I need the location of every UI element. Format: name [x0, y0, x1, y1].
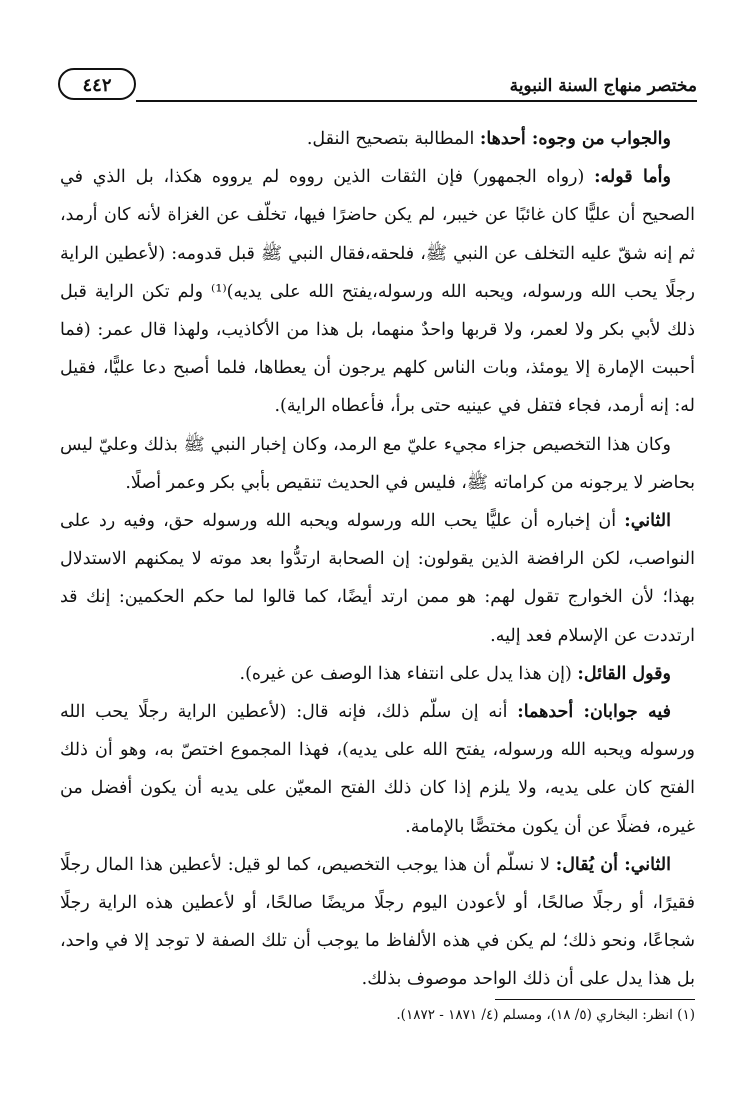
footnote-divider — [495, 999, 695, 1000]
paragraph-text: أنه إن سلّم ذلك، فإنه قال: (لأعطين الراية رجلًا يحب الله ورسوله ويحبه الله ورسوله، يفتح الله على يديه)، فهذا المجموع اختصّ به، وهو أن ذلك الفتح كان على يديه، ولا يلزم إذا كان ذلك الفتح المعيّن على يديه أن يكون أفضل من غيره، فضلًا عن أن يكون مختصًّا بالإمامة. — [60, 702, 695, 837]
paragraph-lead: فيه جوابان: أحدهما: — [517, 702, 671, 723]
paragraph-text: أن إخباره أن عليًّا يحب الله ورسوله ويحبه الله ورسوله حق، وفيه رد على النواصب، لكن الرافضة الذين يقولون: إن الصحابة ارتدُّوا بعد موته لا يمكنهم الاستدلال بهذا؛ لأن الخوارج تقول لهم: هو ممن ارتد أيضًا، كما قالوا لما حكم الحكمين: إنك قد ارتددت عن الإسلام فعد إليه. — [60, 511, 695, 646]
paragraph-lead: الثاني: أن يُقال: — [555, 854, 671, 875]
paragraph-lead: وقول القائل: — [577, 663, 671, 684]
paragraph — [60, 502, 695, 655]
paragraph — [60, 693, 695, 846]
body-text — [60, 120, 695, 999]
paragraph — [60, 426, 695, 502]
paragraph-text: (إن هذا يدل على انتفاء هذا الوصف عن غيره). — [239, 663, 578, 684]
paragraph-text: وكان هذا التخصيص جزاء مجيء عليّ مع الرمد، وكان إخبار النبي ﷺ بذلك وعليّ ليس بحاضر لا يرجونه من كراماته ﷺ، فليس في الحديث تنقيص بأبي بكر وعمر أصلًا. — [60, 434, 695, 493]
paragraph-lead: وأما قوله: — [594, 167, 671, 188]
paragraph — [60, 158, 695, 425]
paragraph-lead: والجواب من وجوه: أحدها: — [479, 129, 671, 149]
paragraph-text: المطالبة بتصحيح النقل. — [306, 129, 480, 149]
paragraph-lead: الثاني: — [624, 511, 671, 532]
running-title: مختصر منهاج السنة النبوية — [509, 76, 697, 96]
footnote: (١) انظر: البخاري (٥/ ١٨)، ومسلم (٤/ ١٨٧١ - ١٨٧٢). — [396, 1007, 695, 1023]
page-header — [58, 62, 697, 108]
paragraph-text: لا نسلّم أن هذا يوجب التخصيص، كما لو قيل: لأعطين هذا المال رجلًا فقيرًا، أو رجلًا صالحًا، أو لأعودن اليوم رجلًا مريضًا صالحًا، أو لأعطين هذه الراية رجلًا شجاعًا، ونحو ذلك؛ لم يكن في هذه الألفاظ ما يوجب أن تلك الصفة لا توجد إلا في واحد، بل هذا يدل على أن ذلك الواحد موصوف بذلك. — [60, 854, 695, 990]
paragraph-text: (رواه الجمهور) فإن الثقات الذين رووه لم يرووه هكذا، بل الذي في الصحيح أن عليًّا كان غائبًا عن خيبر، لم يكن حاضرًا فيها، تخلّف عن الغزاة لأنه كان أرمد، ثم إنه شقّ عليه التخلف عن النبي ﷺ، فلحقه،فقال النبي ﷺ قبل قدومه: (لأعطين الراية رجلًا يحب الله ورسوله، ويحبه الله ورسوله،يفتح الله على يديه)⁽¹⁾ ولم تكن الراية قبل ذلك لأبي بكر ولا لعمر، ولا قربها واحدٌ منهما، بل هذا من الأكاذيب، ولهذا قال عمر: (فما أحببت الإمارة إلا يومئذ، وبات الناس كلهم يرجون أن يعطاها، فلما أصبح دعا عليًّا، فقيل له: إنه أرمد، فجاء فتفل في عينيه حتى برأ، فأعطاه الراية). — [60, 167, 695, 417]
paragraph — [60, 120, 695, 158]
page-number: ٤٤٢ — [58, 68, 136, 100]
paragraph — [60, 846, 695, 999]
paragraph — [60, 655, 695, 693]
header-divider — [136, 100, 697, 102]
